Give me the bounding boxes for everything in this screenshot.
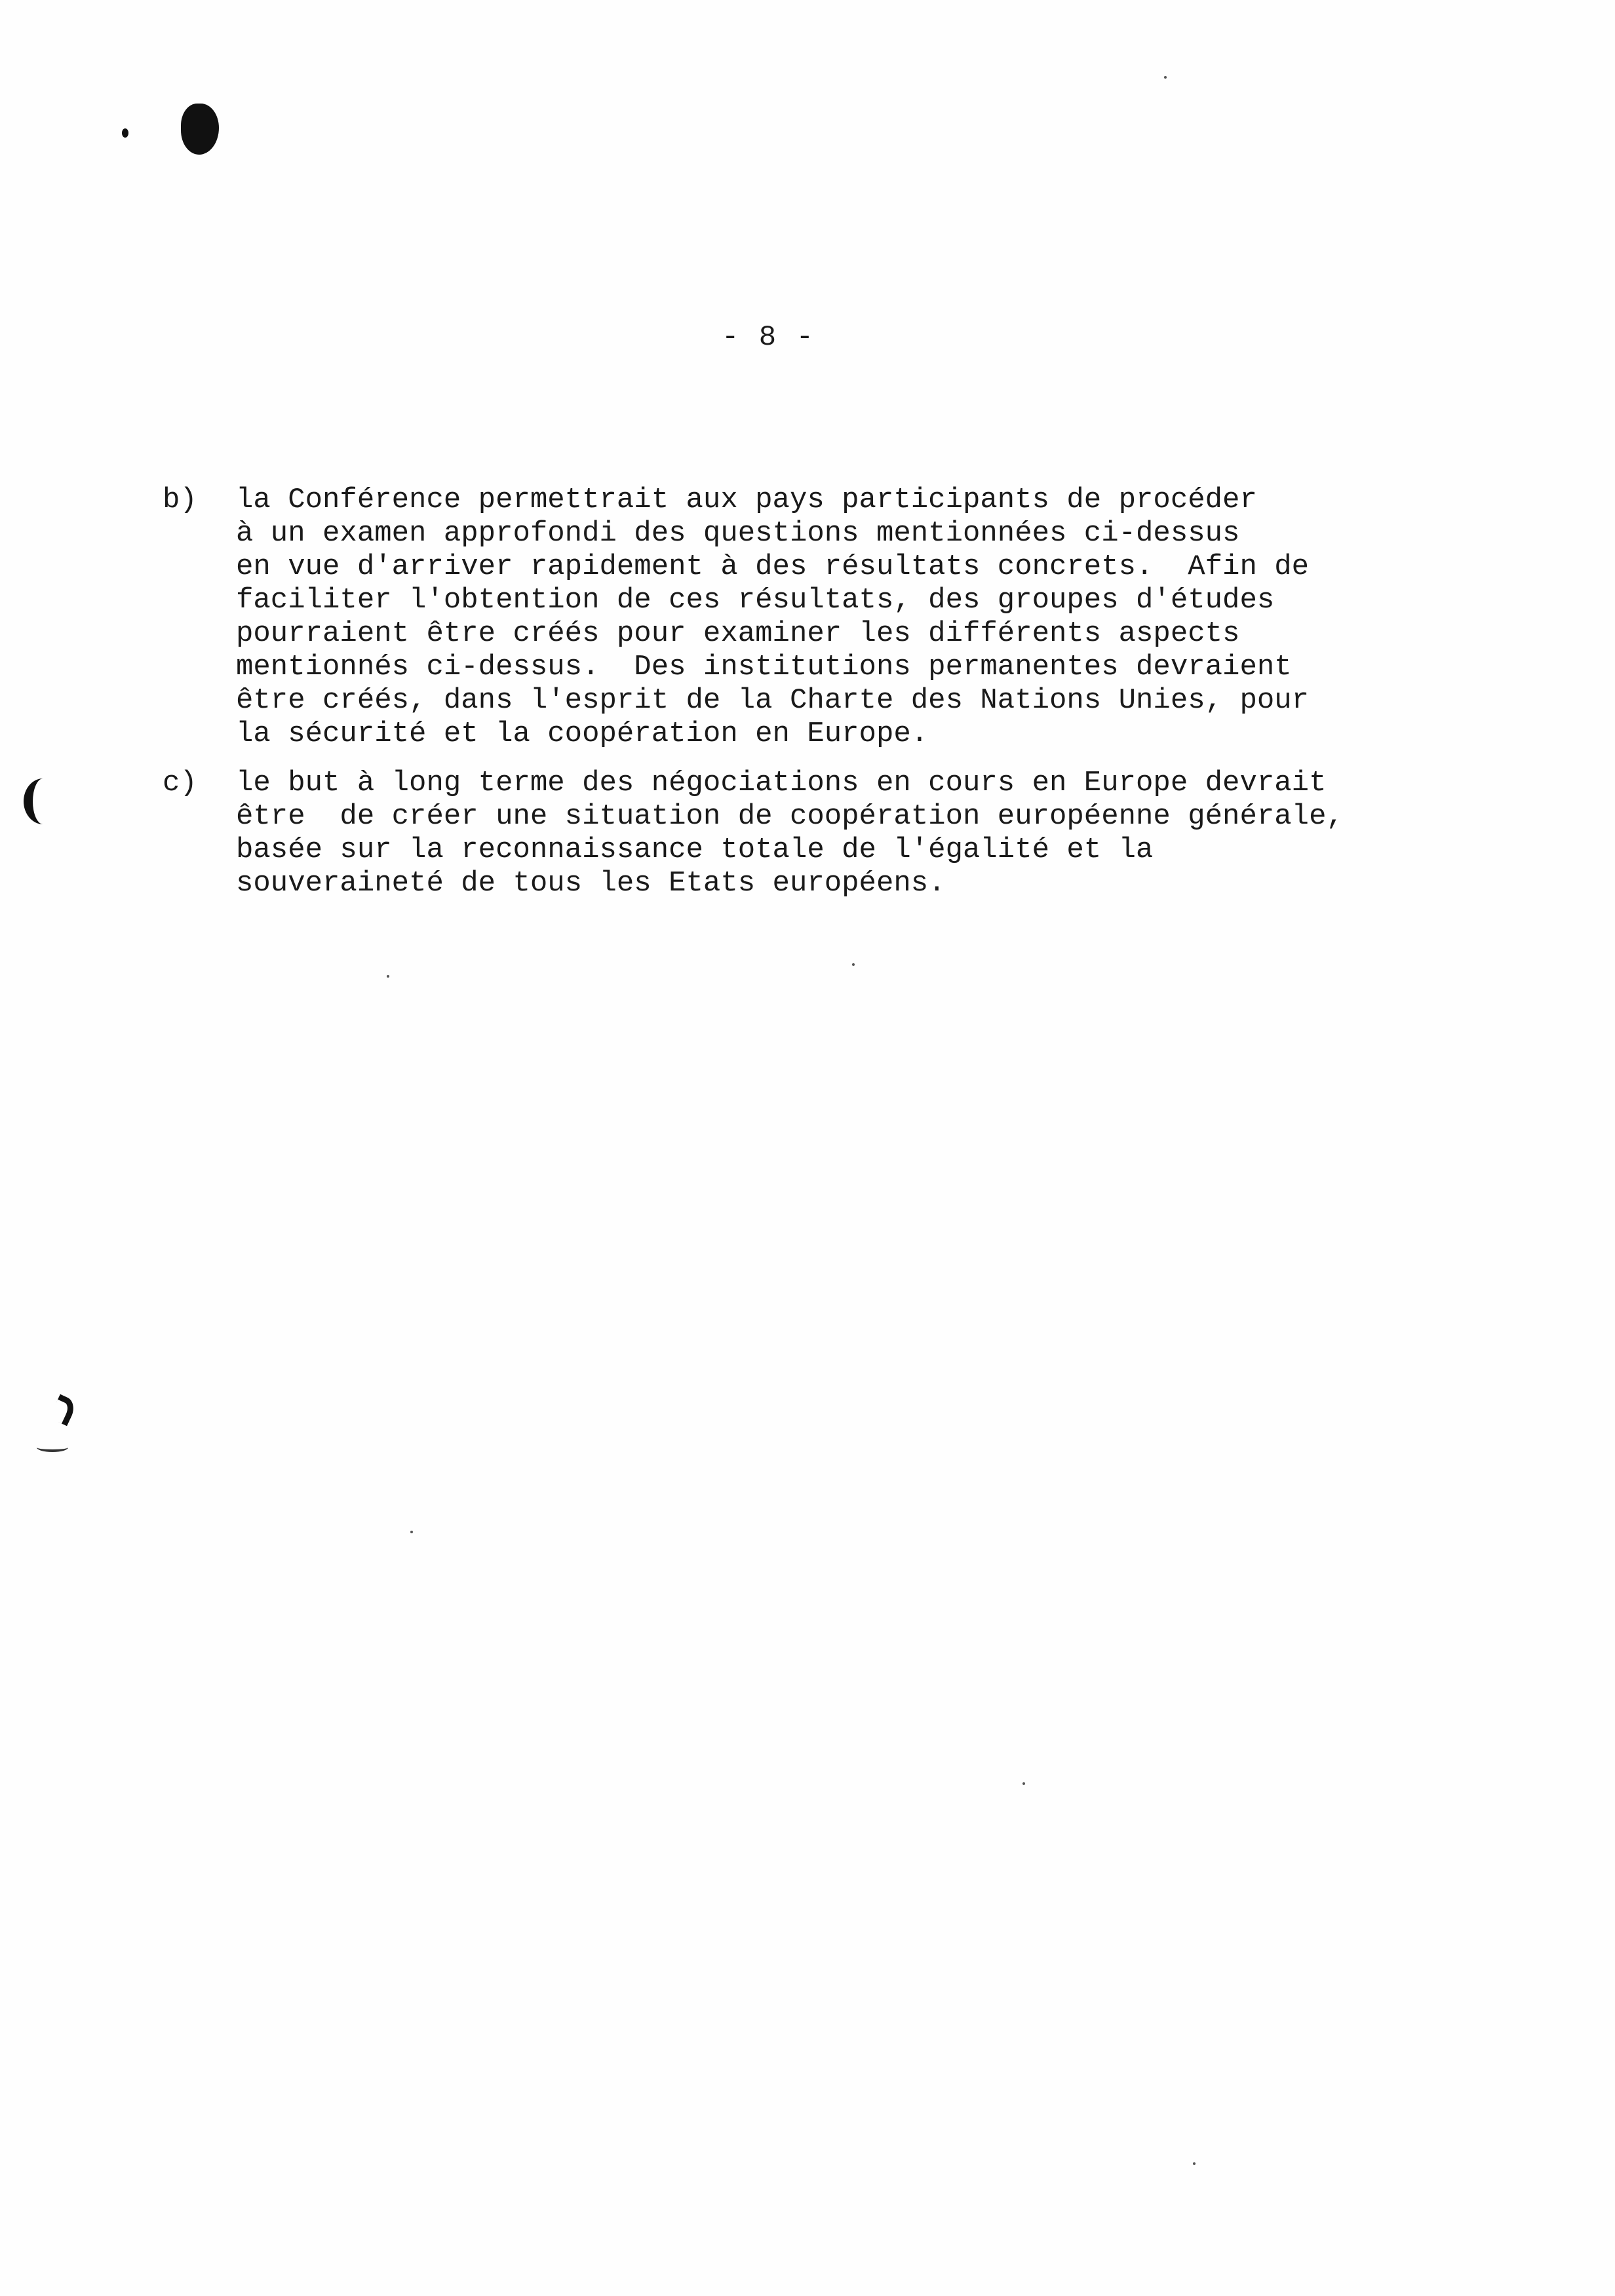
text-line: en vue d'arriver rapidement à des résultats concrets. Afin de — [236, 550, 1310, 583]
speck-mark — [1022, 1782, 1025, 1785]
speck-mark — [1164, 76, 1167, 79]
text-line: souveraineté de tous les Etats européens. — [236, 867, 946, 900]
text-line: à un examen approfondi des questions mentionnées ci-dessus — [236, 517, 1240, 550]
text-line: le but à long terme des négociations en cours en Europe devrait — [236, 767, 1327, 799]
speck-mark — [1193, 2162, 1196, 2165]
ink-dot-mark — [122, 128, 128, 138]
item-text — [236, 484, 1309, 751]
text-line: pourraient être créés pour examiner les différents aspects — [236, 617, 1240, 650]
page-number: - 8 - — [721, 321, 815, 354]
text-line: être de créer une situation de coopération européenne générale, — [236, 800, 1344, 833]
text-line: être créés, dans l'esprit de la Charte des Nations Unies, pour — [236, 684, 1310, 717]
item-label: b) — [163, 484, 197, 516]
text-line: la Conférence permettrait aux pays participants de procéder — [236, 484, 1257, 516]
scan-hook-mark — [49, 1394, 78, 1426]
text-line: la sécurité et la coopération en Europe. — [236, 718, 929, 750]
punch-hole-shadow-mark — [24, 778, 63, 824]
text-line: basée sur la reconnaissance totale de l'égalité et la — [236, 833, 1154, 866]
item-text — [236, 767, 1344, 900]
speck-mark — [852, 963, 855, 966]
speck-mark — [387, 975, 389, 978]
item-label: c) — [163, 767, 197, 799]
speck-mark — [410, 1531, 413, 1533]
scan-curve-mark — [37, 1443, 68, 1452]
text-line: mentionnés ci-dessus. Des institutions permanentes devraient — [236, 651, 1292, 683]
text-line: faciliter l'obtention de ces résultats, des groupes d'études — [236, 584, 1275, 617]
ink-blot-mark — [181, 104, 219, 155]
